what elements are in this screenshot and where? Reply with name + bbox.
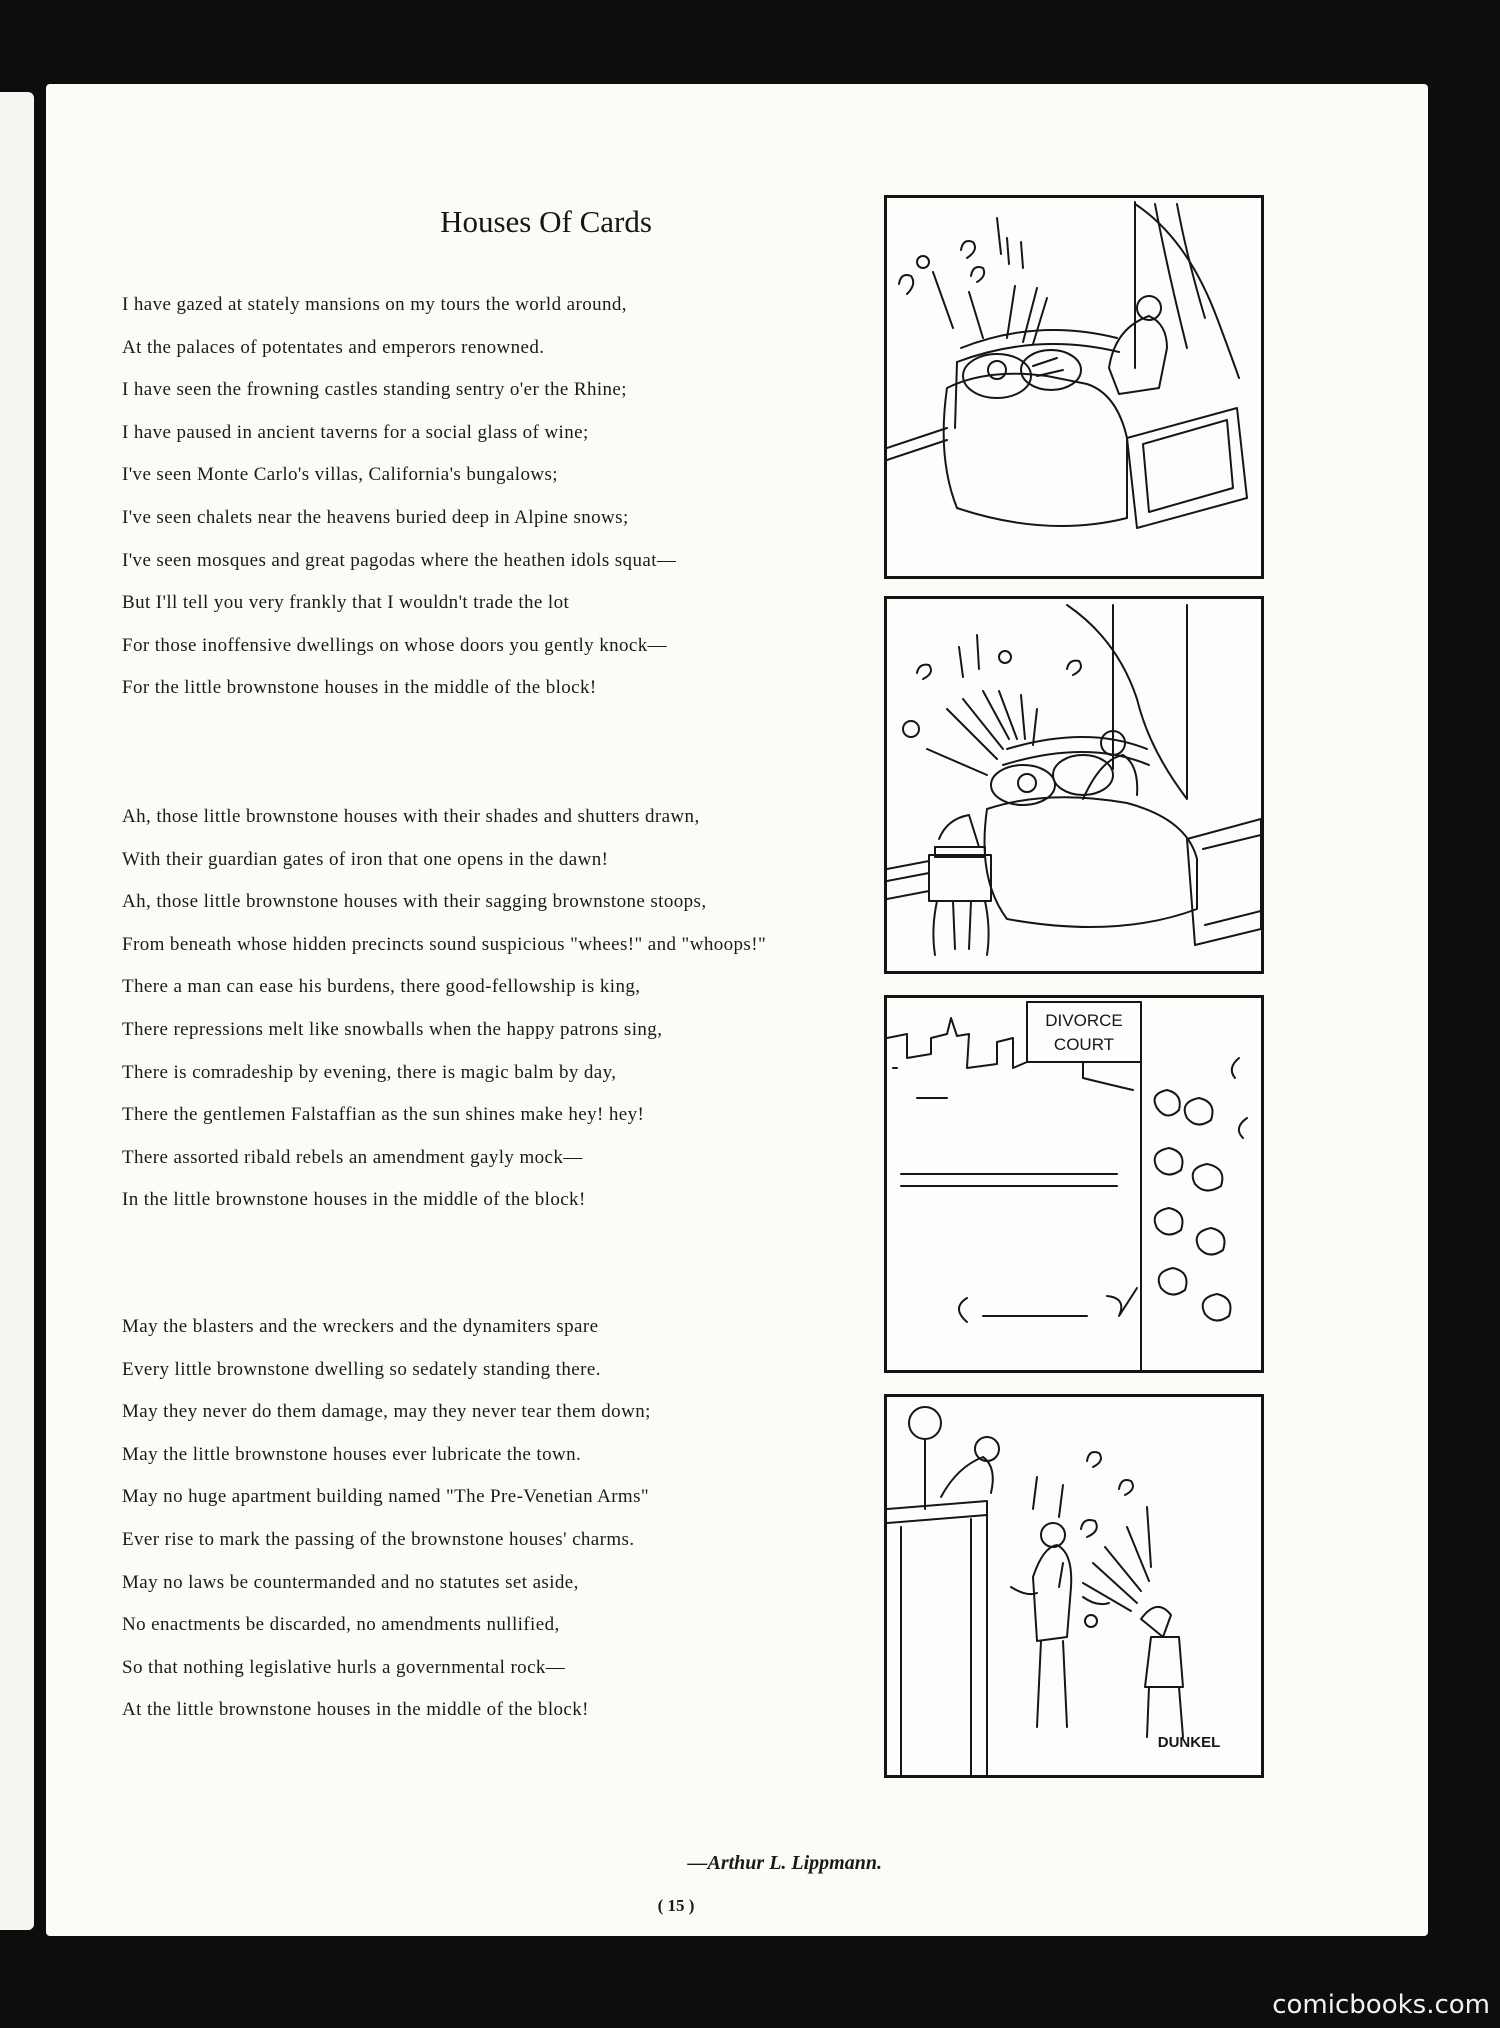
page-number: ( 15 ) (657, 1896, 695, 1915)
poem-stanza-1 (122, 284, 676, 710)
bedroom-illustration (887, 198, 1261, 576)
poem-stanza-2 (122, 796, 766, 1222)
comic-panel-courtroom (884, 1394, 1264, 1778)
poem-line: There assorted ribald rebels an amendment gayly mock— (122, 1146, 583, 1168)
poem-stanza-3 (122, 1306, 651, 1732)
comic-panel-bedroom-awake (884, 596, 1264, 974)
poem-line: So that nothing legislative hurls a governmental rock— (122, 1656, 566, 1678)
poem-line: At the palaces of potentates and emperors renowned. (122, 336, 545, 358)
artist-signature: DUNKEL (1157, 1734, 1221, 1751)
poem-line: Every little brownstone dwelling so sedately standing there. (122, 1358, 601, 1380)
comic-panel-bedroom (884, 195, 1264, 579)
poem-line: There the gentlemen Falstaffian as the sun shines make hey! hey! (122, 1104, 645, 1126)
poem-line: There a man can ease his burdens, there good-fellowship is king, (122, 976, 641, 998)
poem-line: With their guardian gates of iron that one opens in the dawn! (122, 848, 609, 870)
poem-line: I have seen the frowning castles standing sentry o'er the Rhine; (122, 379, 627, 401)
poem-line: For those inoffensive dwellings on whose doors you gently knock— (122, 634, 668, 656)
court-sign-line-2: COURT (1053, 1035, 1115, 1054)
poem-line: May the little brownstone houses ever lubricate the town. (122, 1443, 582, 1465)
courtroom-illustration (887, 1397, 1261, 1775)
poem-line: Ever rise to mark the passing of the brownstone houses' charms. (122, 1528, 635, 1550)
court-sign-line-1: DIVORCE (1045, 1011, 1123, 1030)
poem-line: But I'll tell you very frankly that I wouldn't trade the lot (122, 592, 570, 614)
poem-line: May they never do them damage, may they never tear them down; (122, 1401, 651, 1423)
poem-author: —Arthur L. Lippmann. (687, 1852, 882, 1874)
poem-line: I've seen mosques and great pagodas where the heathen idols squat— (122, 549, 677, 571)
poem-line: Ah, those little brownstone houses with their sagging brownstone stoops, (122, 891, 707, 913)
bedroom-awake-illustration (887, 599, 1261, 971)
poem-line: Ah, those little brownstone houses with their shades and shutters drawn, (122, 806, 700, 827)
poem-title: Houses Of Cards (440, 204, 652, 239)
poem-line: At the little brownstone houses in the middle of the block! (122, 1699, 589, 1721)
poem-line: May no huge apartment building named "The Pre-Venetian Arms" (122, 1486, 650, 1508)
poem-line: I've seen chalets near the heavens buried deep in Alpine snows; (122, 506, 629, 528)
poem-line: There repressions melt like snowballs when the happy patrons sing, (122, 1018, 663, 1040)
poem-line: I have gazed at stately mansions on my tours the world around, (122, 294, 627, 315)
magazine-page (46, 84, 1428, 1936)
poem-line: In the little brownstone houses in the middle of the block! (122, 1189, 586, 1211)
site-watermark: comicbooks.com (1272, 1990, 1490, 2020)
poem-line: I have paused in ancient taverns for a social glass of wine; (122, 421, 589, 443)
poem-line: From beneath whose hidden precincts sound suspicious "whees!" and "whoops!" (122, 933, 767, 955)
facing-page-edge (0, 92, 34, 1930)
comic-panel-divorce-court (884, 995, 1264, 1373)
poem-line: May no laws be countermanded and no statutes set aside, (122, 1571, 579, 1593)
divorce-court-illustration (887, 998, 1261, 1370)
poem-line: May the blasters and the wreckers and the dynamiters spare (122, 1316, 599, 1337)
poem-line: No enactments be discarded, no amendments nullified, (122, 1614, 560, 1636)
poem-line: I've seen Monte Carlo's villas, California's bungalows; (122, 464, 558, 486)
poem-line: There is comradeship by evening, there is magic balm by day, (122, 1061, 617, 1083)
poem-line: For the little brownstone houses in the middle of the block! (122, 677, 597, 699)
